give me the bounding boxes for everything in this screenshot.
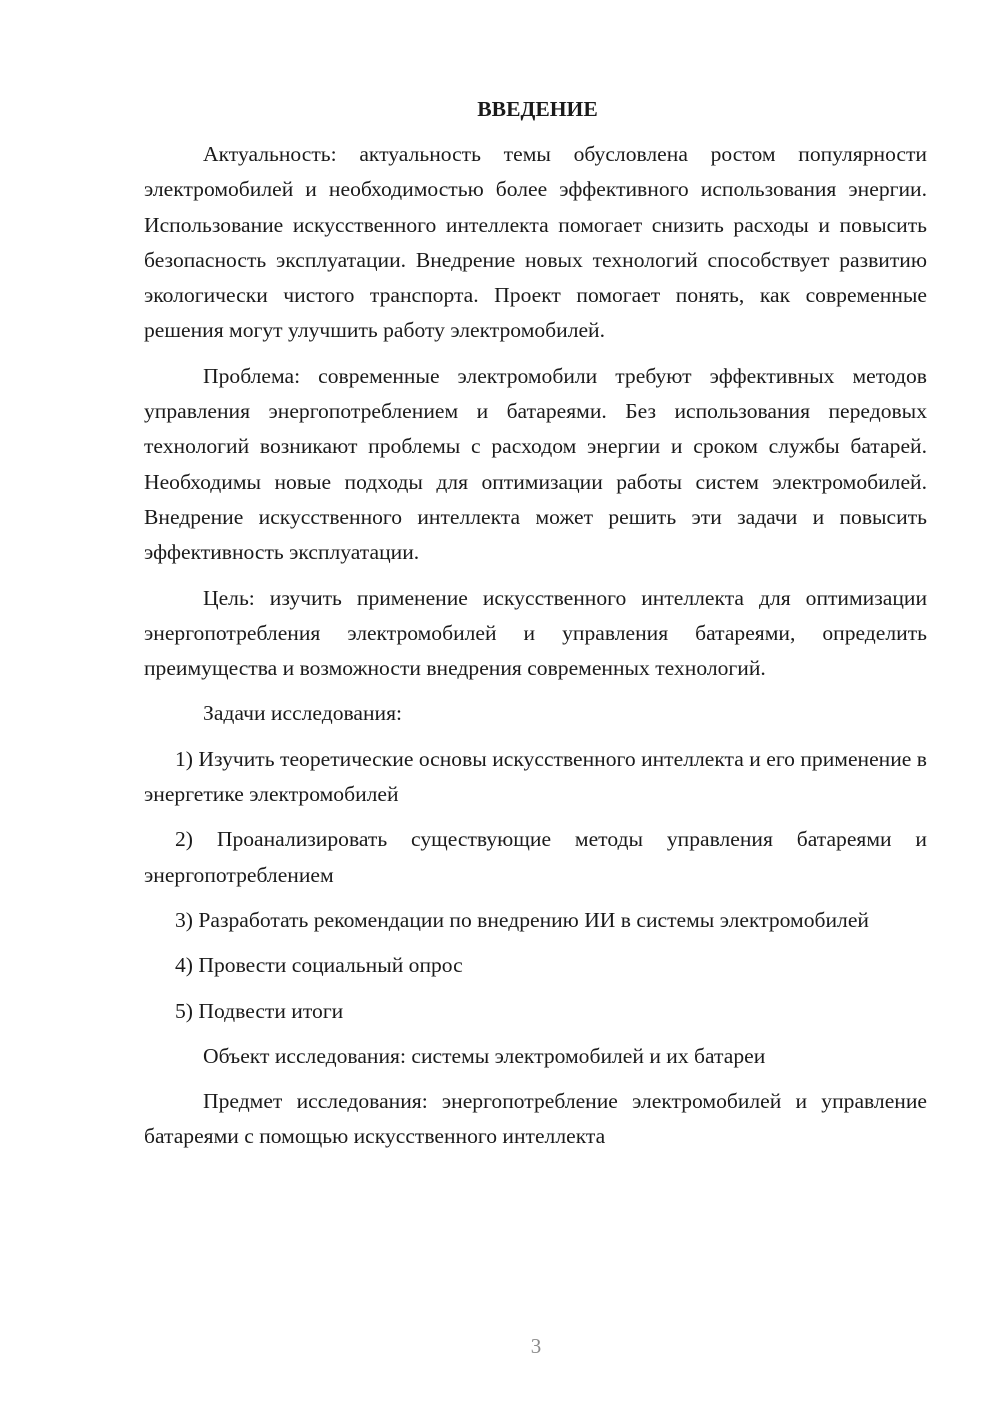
page-number: 3	[530, 1334, 542, 1358]
task-item: 2) Проанализировать существующие методы управления батареями и энергопотреблением	[144, 827, 927, 887]
page-content	[144, 92, 927, 1165]
research-object-paragraph: Объект исследования: системы электромобилей и их батареи	[203, 1043, 766, 1068]
goal-paragraph: Цель: изучить применение искусственного интеллекта для оптимизации энергопотребления электромобилей и управления батареями, определить преимущества и возможности внедрения современных технологий.	[144, 585, 927, 681]
task-item: 3) Разработать рекомендации по внедрению ИИ в системы электромобилей	[175, 907, 869, 932]
task-item: 1) Изучить теоретические основы искусственного интеллекта и его применение в энергетике электромобилей	[144, 746, 927, 807]
research-subject-paragraph: Предмет исследования: энергопотребление электромобилей и управление батареями с помощью искусственного интеллекта	[144, 1089, 927, 1149]
relevance-paragraph: Актуальность: актуальность темы обусловлена ростом популярности электромобилей и необходимостью более эффективного использования энергии. Использование искусственного интеллекта помогает снизить расходы и повысить безопасность эксплуатации. Внедрение новых технологий способствует развитию экологически чистого транспорта. Проект помогает понять, как современные решения могут улучшить работу электромобилей.	[144, 142, 927, 343]
tasks-heading: Задачи исследования:	[203, 701, 403, 726]
problem-paragraph: Проблема: современные электромобили требуют эффективных методов управления энергопотреблением и батареями. Без использования передовых технологий возникают проблемы с расходом энергии и сроком службы батарей. Необходимы новые подходы для оптимизации работы систем электромобилей. Внедрение искусственного интеллекта может решить эти задачи и повысить эффективность эксплуатации.	[144, 363, 927, 565]
section-title: ВВЕДЕНИЕ	[477, 97, 598, 121]
task-item: 4) Провести социальный опрос	[175, 953, 463, 978]
task-item: 5) Подвести итоги	[175, 998, 344, 1023]
